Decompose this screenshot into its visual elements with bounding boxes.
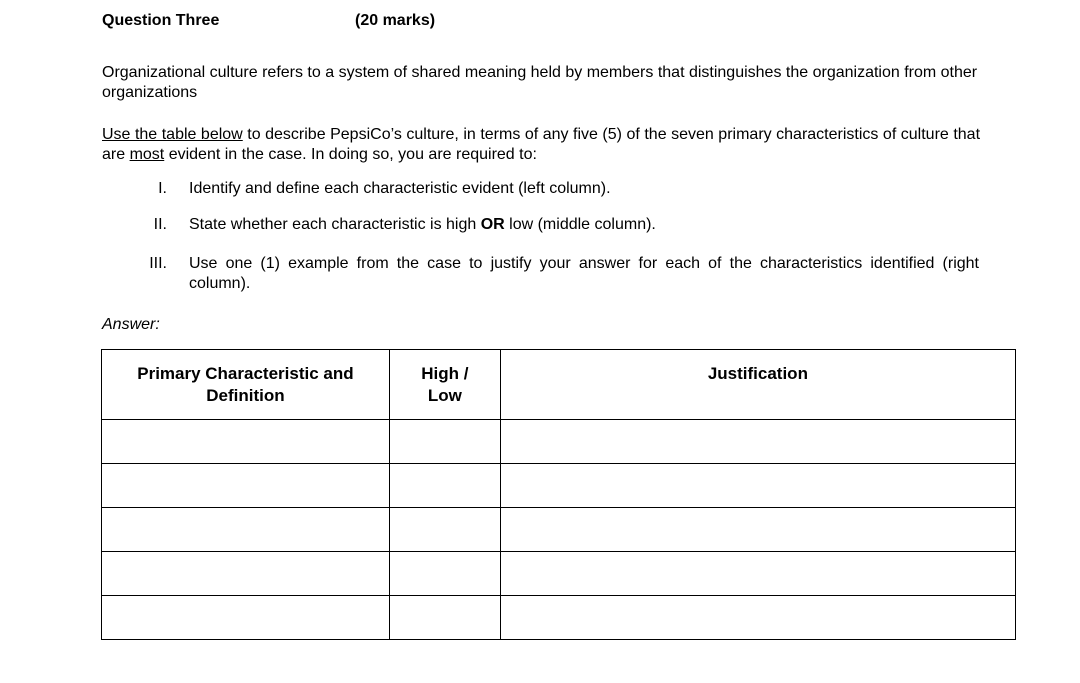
instruction-text-1: to describe PepsiCo’s culture, in terms of any five (5) of the seven primary characteristics of culture that are xyxy=(102,126,981,163)
list-item-text: Use one (1) example from the case to justify your answer for each of the characteristics identified (right column). xyxy=(189,255,979,292)
table-cell[interactable] xyxy=(500,552,1015,596)
list-item-number: III. xyxy=(149,255,167,272)
header-characteristic-text: Primary Characteristic and Definition xyxy=(137,364,354,405)
table-cell[interactable] xyxy=(500,464,1015,508)
table-cell[interactable] xyxy=(389,596,500,640)
table-row xyxy=(102,420,1016,464)
table-cell[interactable] xyxy=(389,464,500,508)
answer-label: Answer: xyxy=(102,316,160,333)
intro-paragraph: Organizational culture refers to a system of shared meaning held by members that distinguishes the organization from other organizations xyxy=(102,64,978,101)
list-item-text: Identify and define each characteristic evident (left column). xyxy=(189,180,611,197)
header-high-low-text: High / Low xyxy=(421,364,469,405)
table-cell[interactable] xyxy=(389,508,500,552)
question-heading xyxy=(102,11,436,31)
table-cell[interactable] xyxy=(500,420,1015,464)
list-item-text xyxy=(189,215,979,235)
question-title: Question Three xyxy=(102,12,220,29)
table-cell[interactable] xyxy=(500,596,1015,640)
table-cell[interactable] xyxy=(500,508,1015,552)
table-cell[interactable] xyxy=(102,508,390,552)
instruction-text-2: evident in the case. In doing so, you are required to: xyxy=(164,146,537,163)
list-item-bold: OR xyxy=(480,216,505,233)
table-cell[interactable] xyxy=(102,464,390,508)
question-marks: (20 marks) xyxy=(355,12,436,29)
header-justification: Justification xyxy=(500,350,1015,420)
instruction-emphasis: most xyxy=(129,146,165,163)
list-item-text-part: State whether each characteristic is high xyxy=(189,216,481,233)
table-cell[interactable] xyxy=(102,420,390,464)
instruction-paragraph xyxy=(102,125,980,165)
list-item-number: I. xyxy=(158,180,167,197)
table-header-row xyxy=(102,350,1016,420)
table-cell[interactable] xyxy=(389,552,500,596)
header-characteristic xyxy=(102,350,390,420)
answer-table xyxy=(101,349,1016,640)
list-item-text-part: low (middle column). xyxy=(504,216,656,233)
list-item-number: II. xyxy=(153,216,167,233)
table-row xyxy=(102,552,1016,596)
table-row xyxy=(102,596,1016,640)
table-cell[interactable] xyxy=(102,596,390,640)
header-high-low xyxy=(389,350,500,420)
table-row xyxy=(102,508,1016,552)
table-row xyxy=(102,464,1016,508)
instruction-underlined-text: Use the table below xyxy=(102,126,243,143)
table-cell[interactable] xyxy=(389,420,500,464)
table-cell[interactable] xyxy=(102,552,390,596)
